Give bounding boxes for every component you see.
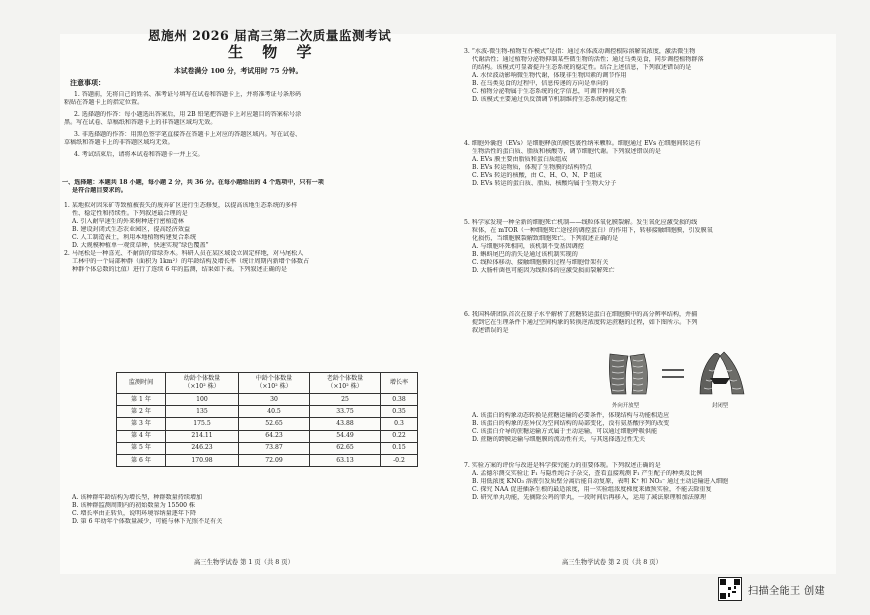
question-stem: 6. 我国科研团队首次在原子水平解析了蔗糖转运蛋白在细胞膜中的高分辨率结构，并捕 bbox=[464, 311, 698, 318]
question-stem: 种群个体总数的比值）进行了连续 6 年的监测，结果如下表。下列叙述正确的是 bbox=[72, 266, 287, 274]
table-cell: 100 bbox=[166, 394, 239, 406]
table-cell: 第 6 年 bbox=[117, 454, 166, 466]
header-text: 增长率 bbox=[389, 379, 409, 387]
question-2 bbox=[62, 250, 444, 274]
question-7 bbox=[464, 462, 846, 502]
table-cell: 33.75 bbox=[310, 406, 381, 418]
table-body bbox=[117, 394, 418, 467]
option-d: D. 大肠杆菌也可能因为线粒体的应激受损而裂解死亡 bbox=[472, 267, 615, 275]
question-6-options bbox=[464, 412, 846, 444]
question-stem: 工林中的一个局部种群（面积为 1km²）的年龄结构及增长率（统计周期内新增个体数占 bbox=[72, 258, 310, 266]
table-cell: 214.11 bbox=[166, 430, 239, 442]
option-a: A. EVs 膜主要由脂质和蛋白质组成 bbox=[472, 156, 568, 164]
table-cell: 0.15 bbox=[381, 442, 418, 454]
table-cell: 62.65 bbox=[310, 442, 381, 454]
notice-line: 4. 考试结束后，请将本试卷和答题卡一并上交。 bbox=[74, 151, 204, 159]
option-c: C. EVs 转运的核酸，由 C、H、O、N、P 组成 bbox=[472, 172, 602, 180]
header-text: 监测时间 bbox=[128, 379, 154, 387]
question-6 bbox=[464, 311, 846, 335]
question-stem: 3. “水波-微生物-植物互作模式”是指：通过水体波动调控根际溶解氧浓度，激活微生物 bbox=[464, 48, 696, 55]
option-a: A. 与细胞坏死相同，该机制不受基因调控 bbox=[472, 243, 584, 251]
table-row bbox=[117, 454, 418, 466]
notice-line: 黑。写在试卷、草稿纸和答题卡上的非答题区域均无效。 bbox=[64, 119, 217, 127]
table-cell: 第 3 年 bbox=[117, 418, 166, 430]
option-b: B. 该种群监测周期内的初始数量为 15500 株 bbox=[72, 502, 196, 510]
table-header-row bbox=[117, 373, 418, 394]
option-b: B. 用低浓度 KNO₃ 溶液引发质壁分离后能自动复原，表明 K⁺ 和 NO₃⁻ 通过主动运输进入细胞 bbox=[472, 478, 729, 486]
option-d: D. EVs 转运的蛋白质、脂质、核酸均属于生物大分子 bbox=[472, 180, 617, 188]
option-c: C. 线粒体移动、接触细胞膜的过程与细胞骨架有关 bbox=[472, 259, 609, 267]
table-header bbox=[310, 373, 381, 394]
table-cell: 72.09 bbox=[239, 454, 310, 466]
question-stem: 5. 科学家发现一种全新的细胞死亡机制——线粒体氧化膜裂解。发生氧化应激受损的线 bbox=[464, 219, 698, 226]
outward-open-structure bbox=[609, 354, 647, 394]
table-row bbox=[117, 430, 418, 442]
conversion-arrows bbox=[662, 370, 684, 377]
table-cell: 0.35 bbox=[381, 406, 418, 418]
question-2-options bbox=[62, 494, 444, 526]
table-header bbox=[239, 373, 310, 394]
header-unit: （×10² 株） bbox=[184, 383, 220, 390]
section-line: 是符合题目要求的。 bbox=[72, 187, 127, 195]
question-stem: 化损伤，当细胞膜裂解致细胞死亡。下列叙述正确的是 bbox=[472, 235, 619, 243]
table-cell: 第 1 年 bbox=[117, 394, 166, 406]
section-line: 一、选择题：本题共 18 小题，每小题 2 分，共 36 分。在每小题给出的 4 个选项中，只有一项 bbox=[62, 179, 324, 186]
header-unit: （×10² 株） bbox=[256, 383, 292, 390]
exam-title: 恩施州 2026 届高三第二次质量监测考试 bbox=[148, 28, 392, 43]
table-header bbox=[381, 373, 418, 394]
closed-structure bbox=[700, 352, 744, 394]
notice-block bbox=[62, 91, 444, 159]
page-footer-left: 高三生物学试卷 第 1 页（共 8 页） bbox=[194, 559, 294, 566]
table-cell: 30 bbox=[239, 394, 310, 406]
table-cell: 170.98 bbox=[166, 454, 239, 466]
question-stem: 的结构。该模式可显著提升生态系统的稳定性。结合上述信息，下列叙述错误的是 bbox=[472, 64, 692, 72]
table-cell: 63.13 bbox=[310, 454, 381, 466]
notice-line: 粘贴在答题卡上的指定位置。 bbox=[64, 99, 144, 107]
table-cell: 64.23 bbox=[239, 430, 310, 442]
question-stem: 粒体，在 mTOR（一种细胞死亡途径的调控蛋白）的作用下，转移接触细胞膜，引发膜氧 bbox=[472, 227, 713, 235]
notice-line: 2. 选择题的作答：每小题选出答案后，用 2B 铅笔把答题卡上对应题目的答案标号涂 bbox=[74, 111, 302, 119]
option-d: D. 蔗糖的跨膜运输与细胞膜的流动性有关，与其选择透过性无关 bbox=[472, 436, 646, 444]
section-one-heading bbox=[62, 179, 444, 195]
figure-caption-closed: 封闭型 bbox=[712, 403, 729, 409]
exam-info: 本试卷满分 100 分，考试用时 75 分钟。 bbox=[174, 67, 303, 75]
qr-code-icon bbox=[718, 577, 742, 601]
monitoring-table bbox=[116, 372, 418, 467]
table-row bbox=[117, 442, 418, 454]
table-cell: 0.38 bbox=[381, 394, 418, 406]
option-d: D. 该模式主要通过负反馈调节机制维持生态系统的稳定性 bbox=[472, 96, 627, 104]
table-cell: 246.23 bbox=[166, 442, 239, 454]
table-cell: 第 4 年 bbox=[117, 430, 166, 442]
table-cell: 40.5 bbox=[239, 406, 310, 418]
table-cell: 第 5 年 bbox=[117, 442, 166, 454]
table-cell: 0.22 bbox=[381, 430, 418, 442]
question-stem: 生物活性的蛋白质、脂质和核酸等，调节细胞代谢。下列叙述错误的是 bbox=[472, 148, 661, 156]
header-unit: （×10² 株） bbox=[327, 383, 363, 390]
option-d: D. 大规模种植单一观赏草种，快速实现“绿色覆盖” bbox=[72, 242, 209, 250]
option-d: D. 研究单丸功能，先摘除公鸡的睾丸，一段时间后再移入，运用了减法原理和加法原理 bbox=[472, 494, 707, 502]
table-cell: 54.49 bbox=[310, 430, 381, 442]
table-cell: 0.3 bbox=[381, 418, 418, 430]
figure-caption-outward-open: 外向开放型 bbox=[612, 403, 639, 409]
table-header bbox=[117, 373, 166, 394]
question-stem: 4. 细胞外囊泡（EVs）是细胞释放的膜包裹性纳米颗粒。细胞通过 EVs 在细胞间转运有 bbox=[464, 140, 701, 147]
table-cell: 175.5 bbox=[166, 418, 239, 430]
question-stem: 性、稳定性和持续性。下列叙述最合理的是 bbox=[72, 210, 188, 218]
question-3 bbox=[464, 48, 846, 104]
option-a: A. 引入耐旱速生的外来树种进行密植造林 bbox=[72, 218, 184, 226]
table-cell: 第 2 年 bbox=[117, 406, 166, 418]
subject-title: 生 物 学 bbox=[228, 43, 319, 61]
transporter-figure bbox=[604, 348, 752, 400]
option-c: C. 该蛋白介导的蔗糖运输方式属于主动运输，可以通过细胞呼吸供能 bbox=[472, 428, 658, 436]
question-4 bbox=[464, 140, 846, 188]
option-b: B. 该蛋白的构象的差异仅为空间结构的局部变化，没有氨基酸序列的改变 bbox=[472, 420, 670, 428]
question-stem: 2. 马尾松是一种喜光、不耐荫的常绿乔木。科研人员在某区域设立固定样地，对马尾松人 bbox=[64, 250, 304, 257]
option-b: B. EVs 转运物质，体现了生物膜的结构特点 bbox=[472, 164, 592, 172]
question-stem: 捉到它在生理条件下通过空间构象的转换逆浓度转运蔗糖的过程，如下图所示。下列 bbox=[472, 319, 698, 327]
table-row bbox=[117, 418, 418, 430]
header-text: 中龄个体数量 bbox=[255, 375, 293, 383]
question-1 bbox=[62, 202, 444, 250]
table-cell: 25 bbox=[310, 394, 381, 406]
question-5 bbox=[464, 219, 846, 275]
table-row bbox=[117, 406, 418, 418]
scanner-watermark bbox=[718, 577, 825, 601]
table-cell: 73.87 bbox=[239, 442, 310, 454]
notice-heading: 注意事项： bbox=[70, 78, 105, 87]
watermark-text: 扫描全能王 创建 bbox=[748, 585, 825, 597]
option-c: C. 增长率由正转负，说明环境容纳量逐年下降 bbox=[72, 510, 197, 518]
table-row bbox=[117, 394, 418, 406]
option-a: A. 水位波动影响微生物代谢，体现非生物因素的调节作用 bbox=[472, 72, 627, 80]
header-text: 幼龄个体数量 bbox=[183, 375, 221, 383]
question-stem: 1. 某地拟对因采矿等致植被丧失的废弃矿区进行生态修复，以提高该地生态系统的多样 bbox=[64, 202, 298, 209]
exam-sheet bbox=[60, 28, 836, 574]
table-cell: -0.2 bbox=[381, 454, 418, 466]
option-c: C. 植物分泌物属于生态系统的化学信息，可调节种间关系 bbox=[472, 88, 627, 96]
header-text: 老龄个体数量 bbox=[326, 375, 364, 383]
question-stem: 7. 实验方案的评价与改进是科学探究能力的重要体现。下列叙述正确的是 bbox=[464, 462, 661, 469]
option-b: B. 在乌类觅食的过程中，信息传递的方向是单向的 bbox=[472, 80, 609, 88]
table-cell: 43.88 bbox=[310, 418, 381, 430]
option-b: B. 蝌蚪尾巴的消失是通过该机制实现的 bbox=[472, 251, 578, 259]
page-footer-right: 高三生物学试卷 第 2 页（共 8 页） bbox=[562, 559, 662, 566]
option-c: C. 人工制造表土，利用本地植物构建复合系统 bbox=[72, 234, 197, 242]
notice-line: 1. 答题前，先将自己的姓名、准考证号填写在试卷和答题卡上，并将准考证号条形码 bbox=[74, 91, 302, 98]
table-cell: 135 bbox=[166, 406, 239, 418]
table-header bbox=[166, 373, 239, 394]
notice-line: 3. 非选择题的作答：用黑色签字笔直接答在答题卡上对应的答题区域内。写在试卷、 bbox=[74, 131, 302, 139]
option-b: B. 建设封闭式生态农业园区，提高经济效益 bbox=[72, 226, 191, 234]
question-stem: 代谢活性；通过植物分泌物抑制某些微生物的活性；通过乌类觅食，同步调控植物群落 bbox=[472, 56, 704, 64]
notice-line: 草稿纸和答题卡上的非答题区域均无效。 bbox=[64, 139, 174, 147]
option-a: A. 孟德尔测交实验让 F₁ 与隐性纯合子杂交，查看直接观测 F₁ 产生配子的种类及比例 bbox=[472, 470, 703, 478]
table-cell: 52.65 bbox=[239, 418, 310, 430]
option-d: D. 第 6 年幼年个体数量减少，可能与林下光照不足有关 bbox=[72, 518, 223, 526]
option-c: C. 探究 NAA 促进插条生根的最适浓度，用一实验组浓度梯度来做预实验，不能去除重复 bbox=[472, 486, 712, 494]
question-stem: 叙述错误的是 bbox=[472, 327, 509, 335]
option-a: A. 该种群年龄结构为增长型，种群数量持续增加 bbox=[72, 494, 203, 501]
option-a: A. 该蛋白的构象动态转换是蔗糖运输的必要条件，体现结构与功能相适应 bbox=[472, 412, 670, 419]
